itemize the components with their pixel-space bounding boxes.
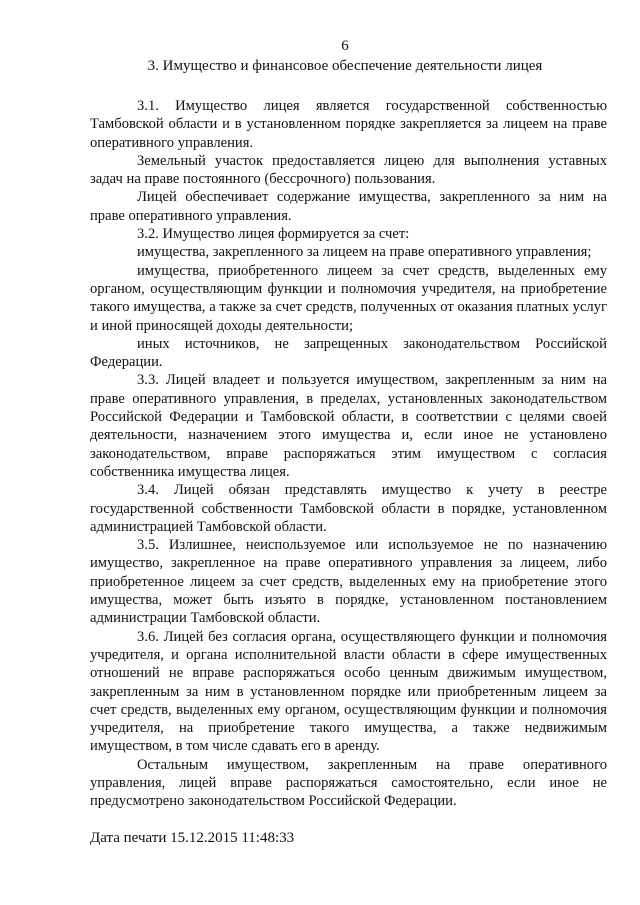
paragraph-3-2: 3.2. Имущество лицея формируется за счет: <box>137 226 410 243</box>
paragraph-3-4: 3.4. Лицей обязан представлять имущество к учету в реестре государственной собственности Тамбовской области в порядке, установленном администрацией Тамбовской области. <box>90 482 607 535</box>
list-item-acquired: имущества, приобретенного лицеем за счет средств, выделенных ему органом, осуществляющим функции и полномочия учредителя, на приобретение такого имущества, а также за счет средств, полученных от оказания платных услуг и иной приносящей доходы деятельности; <box>90 262 607 334</box>
print-date: Дата печати 15.12.2015 11:48:33 <box>90 830 295 846</box>
paragraph-3-5: 3.5. Излишнее, неиспользуемое или используемое не по назначению имущество, закрепленное на праве оперативного управления за лицеем, либо приобретенное лицеем за счет средств, выделенных ему на приобретение этого имущества, может быть изъято в порядке, установленном постановлением администрации Тамбовской области. <box>90 537 607 627</box>
page-number: 6 <box>341 38 349 54</box>
list-item-assigned: имущества, закрепленного за лицеем на праве оперативного управления; <box>137 244 592 261</box>
paragraph-3-1: 3.1. Имущество лицея является государственной собственностью Тамбовской области и в установленном порядке закрепляется за лицеем на праве оперативного управления. <box>90 98 607 151</box>
body-text <box>90 97 607 811</box>
paragraph-land: Земельный участок предоставляется лицею для выполнения уставных задач на праве постоянного (бессрочного) пользования. <box>90 152 607 188</box>
paragraph-3-6: 3.6. Лицей без согласия органа, осуществляющего функции и полномочия учредителя, и органа исполнительной власти области в сфере имущественных отношений не вправе распоряжаться особо ценным движимым имуществом, закрепленным за ним в установленном порядке или приобретенным лицеем за счет средств, выделенных ему органом, осуществляющим функции и полномочия учредителя, на приобретение такого имущества, а также недвижимым имуществом, в том числе сдавать его в аренду. <box>90 628 607 755</box>
paragraph-maintenance: Лицей обеспечивает содержание имущества, закрепленного за ним на праве оперативного управления. <box>90 189 607 224</box>
paragraph-3-3: 3.3. Лицей владеет и пользуется имуществом, закрепленным за ним на праве оперативного управления, в пределах, установленных законодательством Российской Федерации и Тамбовской области, в соответствии с целями своей деятельности, назначением этого имущества и, если иное не установлено законодательством, вправе распоряжаться этим имуществом с согласия собственника имущества лицея. <box>90 372 607 480</box>
list-item-other-sources: иных источников, не запрещенных законодательством Российской Федерации. <box>90 335 607 371</box>
paragraph-remaining-property: Остальным имуществом, закрепленным на праве оперативного управления, лицей вправе распоряжаться самостоятельно, если иное не предусмотрено законодательством Российской Федерации. <box>90 756 607 810</box>
section-heading: 3. Имущество и финансовое обеспечение деятельности лицея <box>147 58 543 74</box>
